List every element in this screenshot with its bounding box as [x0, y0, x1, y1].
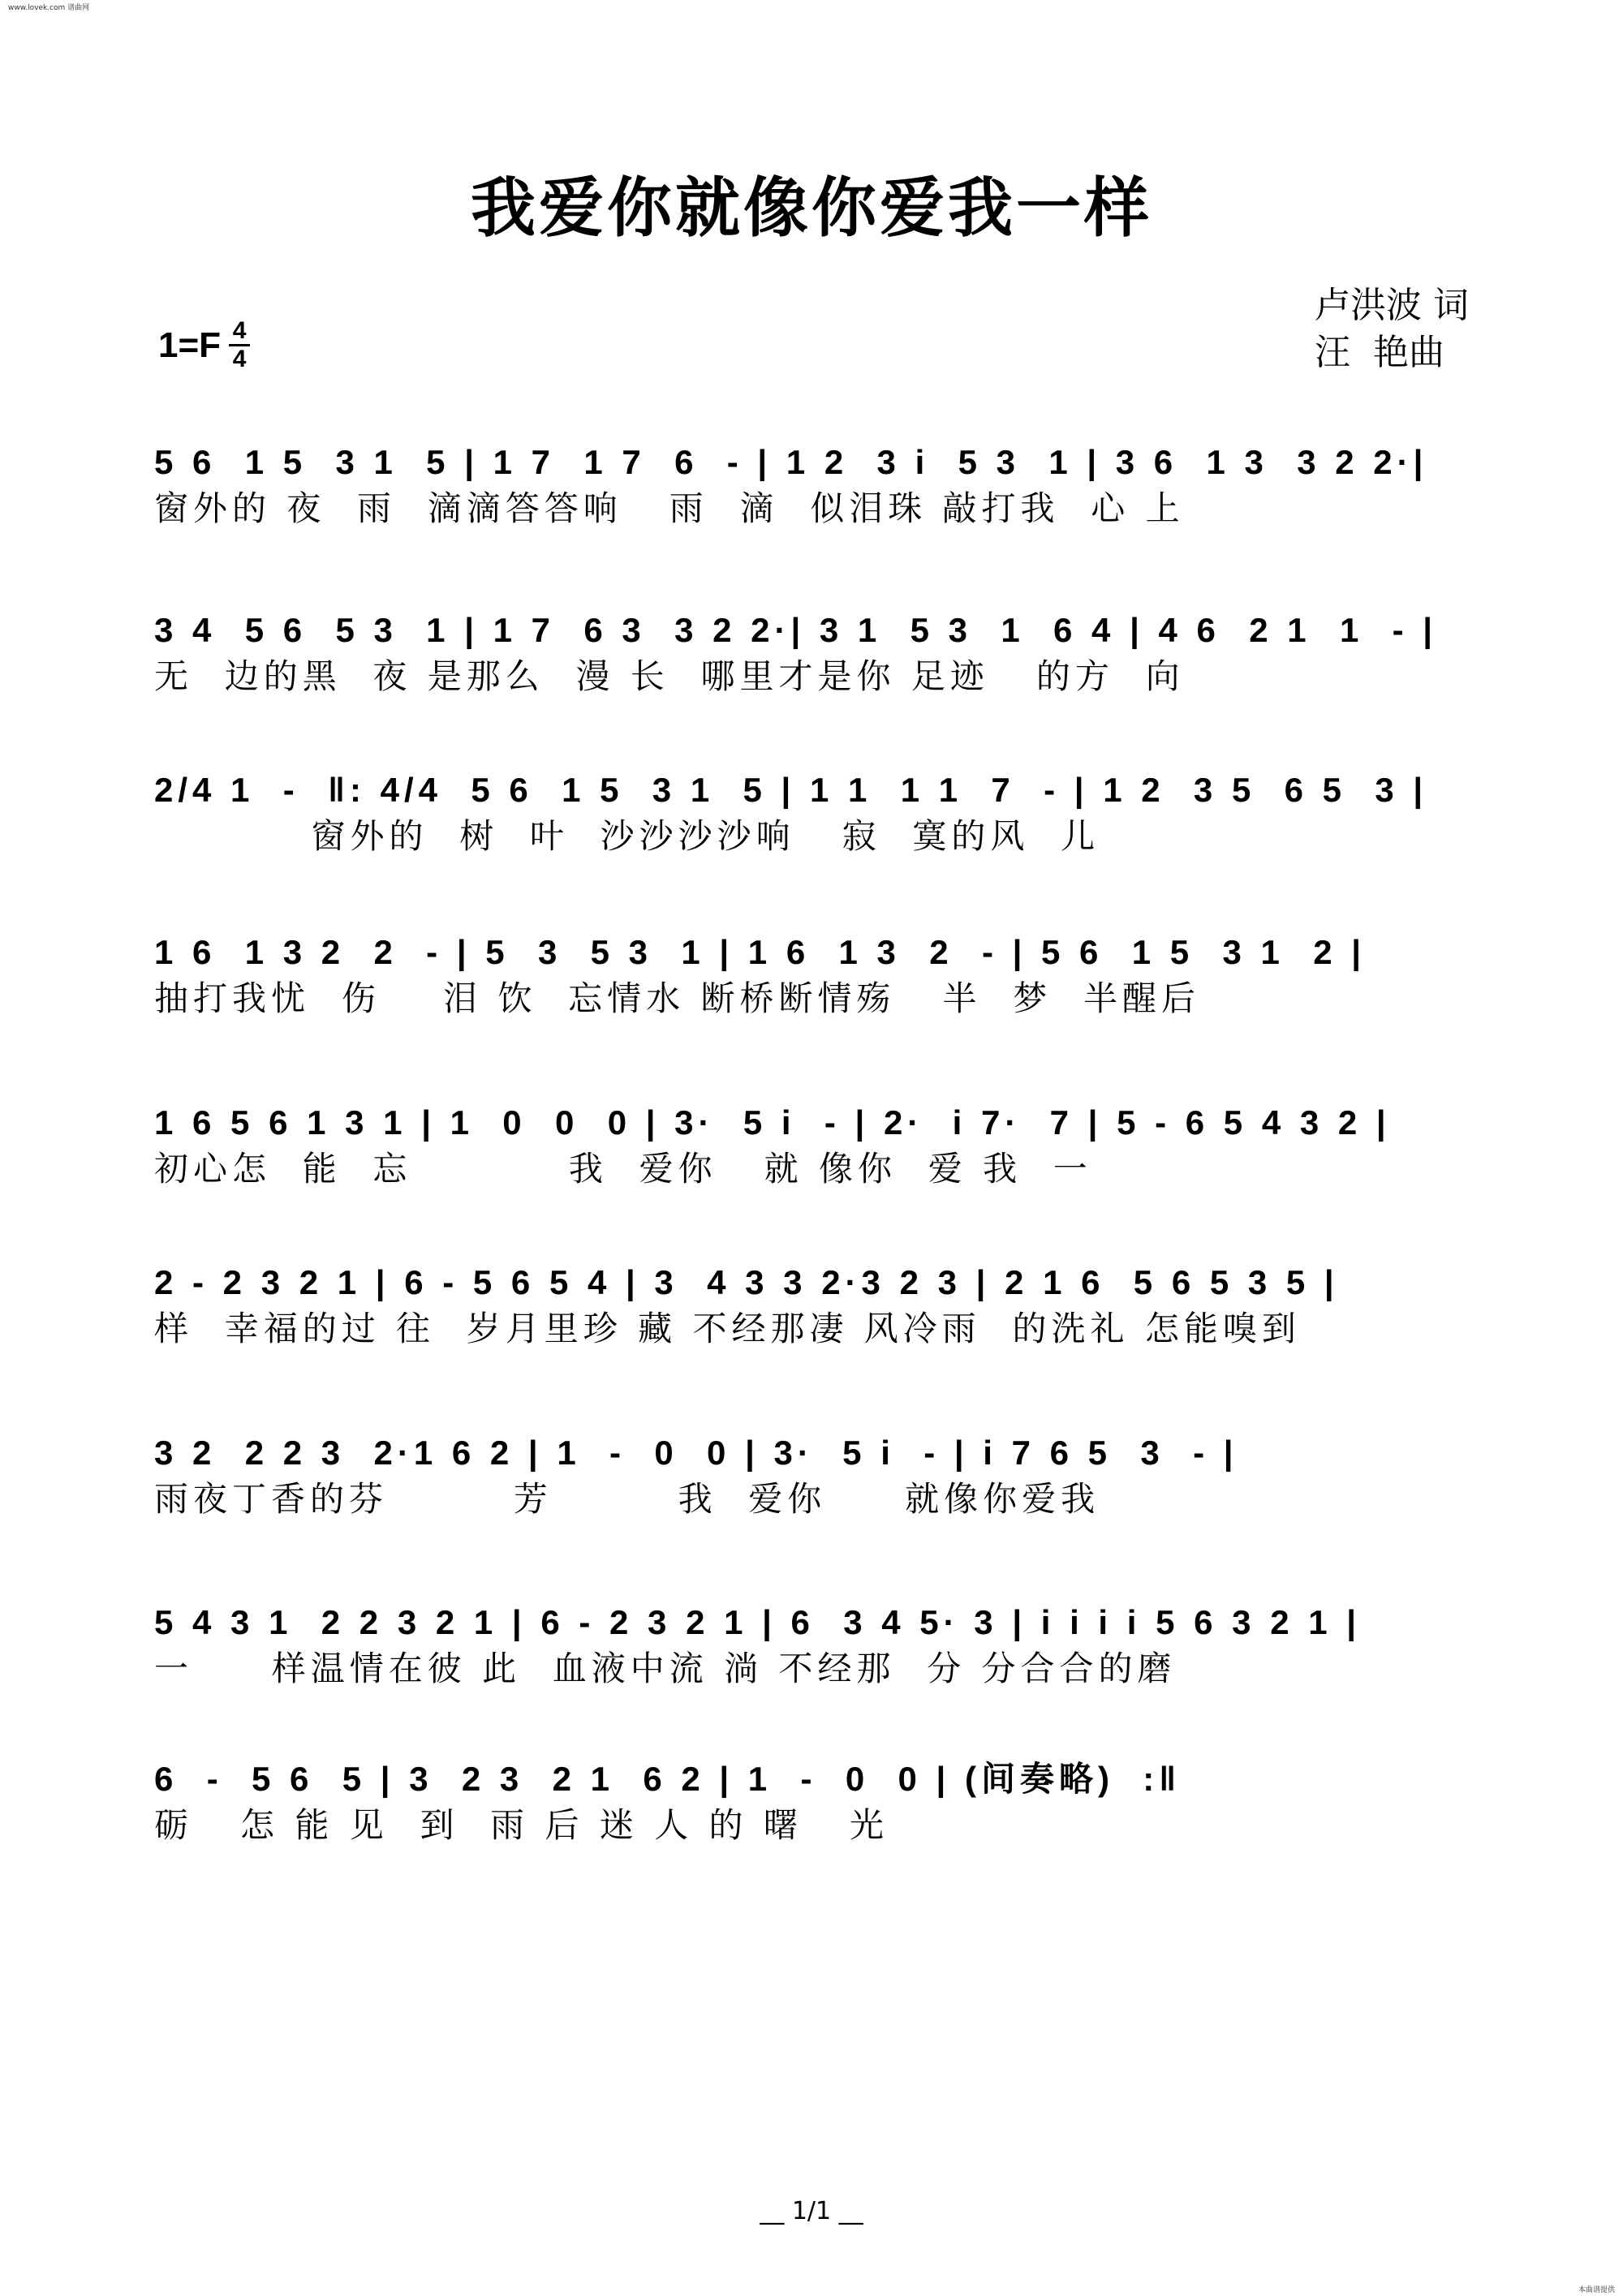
notation-line: 5 6 1 5 3 1 5 | 1 7 1 7 6 - | 1 2 3 i 5 3 1 | 3 6 1 3 3 2 2·|: [154, 443, 1428, 481]
lyricist: 卢洪波 词: [1315, 285, 1469, 326]
lyrics-line: 初心怎 能 忘 我 爱你 就 像你 爱 我 一: [154, 1149, 1092, 1189]
notation-line: 1 6 1 3 2 2 - | 5 3 5 3 1 | 1 6 1 3 2 - | 5 6 1 5 3 1 2 |: [154, 933, 1366, 971]
lyrics-line: 抽打我忧 伤 泪 饮 忘情水 断桥断情殇 半 梦 半醒后: [154, 978, 1200, 1018]
notation-line: 2/4 1 - ‖: 4/4 5 6 1 5 3 1 5 | 1 1 1 1 7 - | 1 2 3 5 6 5 3 |: [154, 771, 1428, 809]
lyrics-line: 一 样温情在彼 此 血液中流 淌 不经那 分 分合合的磨: [154, 1649, 1177, 1688]
lyrics-line: 窗外的 树 叶 沙沙沙沙响 寂 寞的风 儿: [154, 816, 1100, 856]
lyrics-line: 雨夜丁香的芬 芳 我 爱你 就像你爱我: [154, 1479, 1100, 1519]
song-title: 我爱你就像你爱我一样: [471, 170, 1152, 246]
lyrics-line: 无 边的黑 夜 是那么 漫 长 哪里才是你 足迹 的方 向: [154, 656, 1185, 696]
notation-line: 6 - 5 6 5 | 3 2 3 2 1 6 2 | 1 - 0 0 | (间奏略) :‖: [154, 1760, 1182, 1798]
notation-line: 3 4 5 6 5 3 1 | 1 7 6 3 3 2 2·| 3 1 5 3 1 6 4 | 4 6 2 1 1 - |: [154, 611, 1438, 649]
notation-line: 5 4 3 1 2 2 3 2 1 | 6 - 2 3 2 1 | 6 3 4 5· 3 | i i i i 5 6 3 2 1 |: [154, 1603, 1361, 1641]
site-watermark: www.lovek.com 谱曲网: [8, 4, 90, 12]
lyrics-line: 样 幸福的过 往 岁月里珍 藏 不经那凄 风冷雨 的洗礼 怎能嗅到: [154, 1309, 1301, 1348]
composer: 汪 艳曲: [1315, 332, 1444, 373]
page-number: __ 1/1 __: [760, 2197, 863, 2225]
credits: [1315, 282, 1469, 376]
corner-watermark: 本曲谱提供: [1578, 2286, 1615, 2294]
time-signature: [229, 318, 250, 372]
time-bottom: 4: [232, 346, 247, 372]
lyrics-line: 砺 怎 能 见 到 雨 后 迷 人 的 曙 光: [154, 1805, 889, 1845]
key-signature: [158, 318, 250, 372]
key-label: 1=F: [158, 325, 222, 365]
notation-line: 3 2 2 2 3 2·1 6 2 | 1 - 0 0 | 3· 5 i - | i 7 6 5 3 - |: [154, 1434, 1238, 1472]
notation-line: 1 6 5 6 1 3 1 | 1 0 0 0 | 3· 5 i - | 2· i 7· 7 | 5 - 6 5 4 3 2 |: [154, 1103, 1391, 1142]
notation-line: 2 - 2 3 2 1 | 6 - 5 6 5 4 | 3 4 3 3 2·3 2 3 | 2 1 6 5 6 5 3 5 |: [154, 1263, 1339, 1301]
lyrics-line: 窗外的 夜 雨 滴滴答答响 雨 滴 似泪珠 敲打我 心 上: [154, 488, 1185, 528]
time-top: 4: [232, 317, 247, 344]
